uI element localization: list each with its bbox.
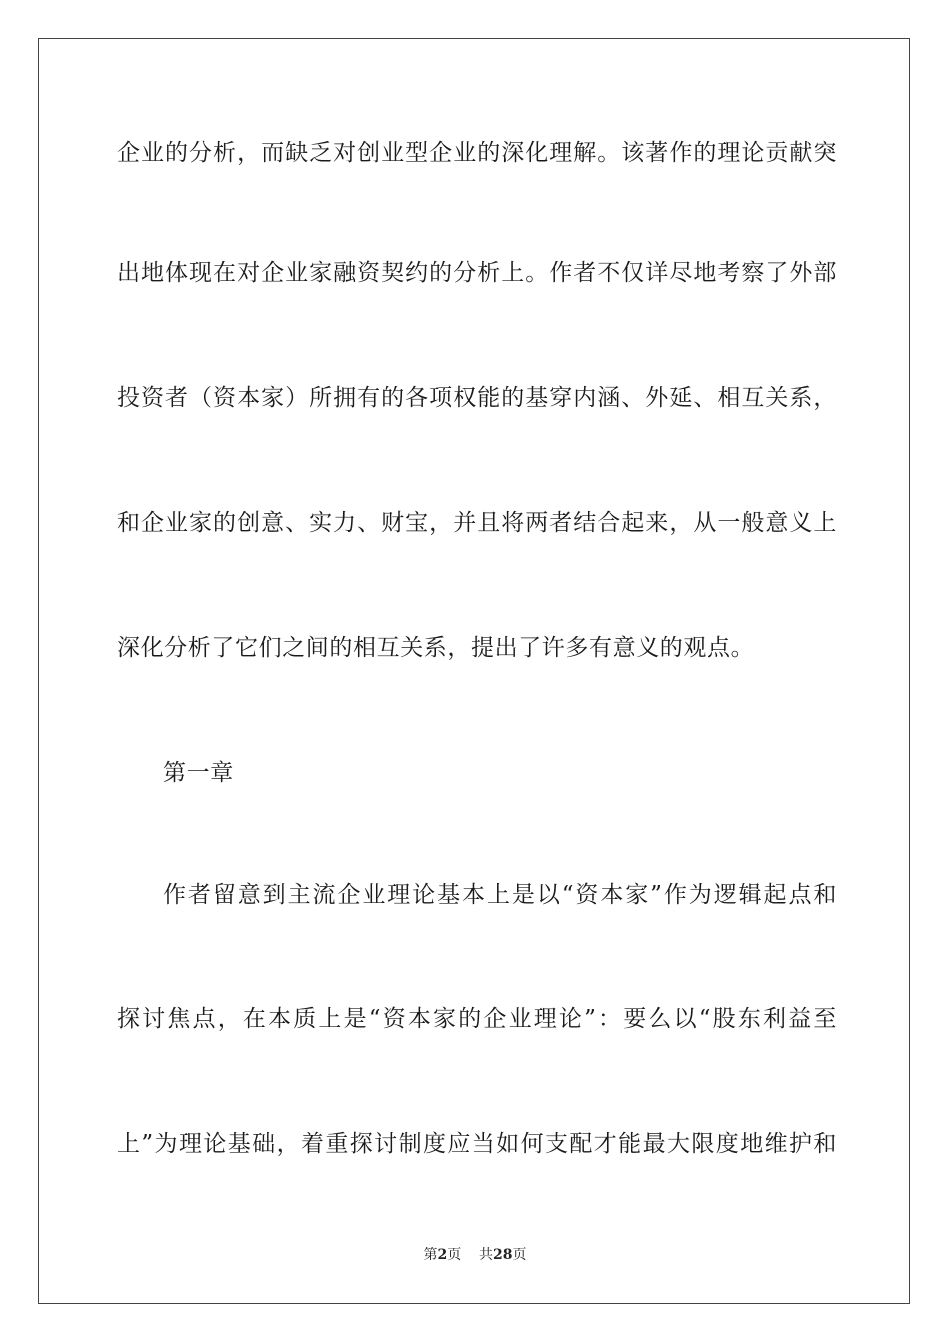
page-frame <box>38 38 910 1304</box>
page-footer <box>0 1246 950 1264</box>
footer-page-number: 2 <box>437 1247 448 1263</box>
body-line-5: 深化分析了它们之间的相互关系，提出了许多有意义的观点。 <box>117 635 755 661</box>
footer-total-unit: 页 <box>512 1247 527 1263</box>
chapter-heading: 第一章 <box>163 760 234 786</box>
footer-page-prefix: 第 <box>423 1247 438 1263</box>
body-line-1: 企业的分析，而缺乏对创业型企业的深化理解。该著作的理论贡献突 <box>117 140 837 166</box>
body-line-8: 探讨焦点，在本质上是“资本家的企业理论”：要么以“股东利益至 <box>117 1006 837 1032</box>
body-line-7: 作者留意到主流企业理论基本上是以“资本家”作为逻辑起点和 <box>163 882 837 908</box>
footer-total-pages: 28 <box>493 1247 513 1263</box>
body-line-2: 出地体现在对企业家融资契约的分析上。作者不仅详尽地考察了外部 <box>117 260 837 286</box>
footer-total-prefix: 共 <box>479 1247 494 1263</box>
footer-page-unit: 页 <box>447 1247 462 1263</box>
body-line-3: 投资者（资本家）所拥有的各项权能的基穿内涵、外延、相互关系， <box>117 385 837 411</box>
body-line-9: 上”为理论基础，着重探讨制度应当如何支配才能最大限度地维护和 <box>117 1131 837 1157</box>
body-line-4: 和企业家的创意、实力、财宝，并且将两者结合起来，从一般意义上 <box>117 510 837 536</box>
